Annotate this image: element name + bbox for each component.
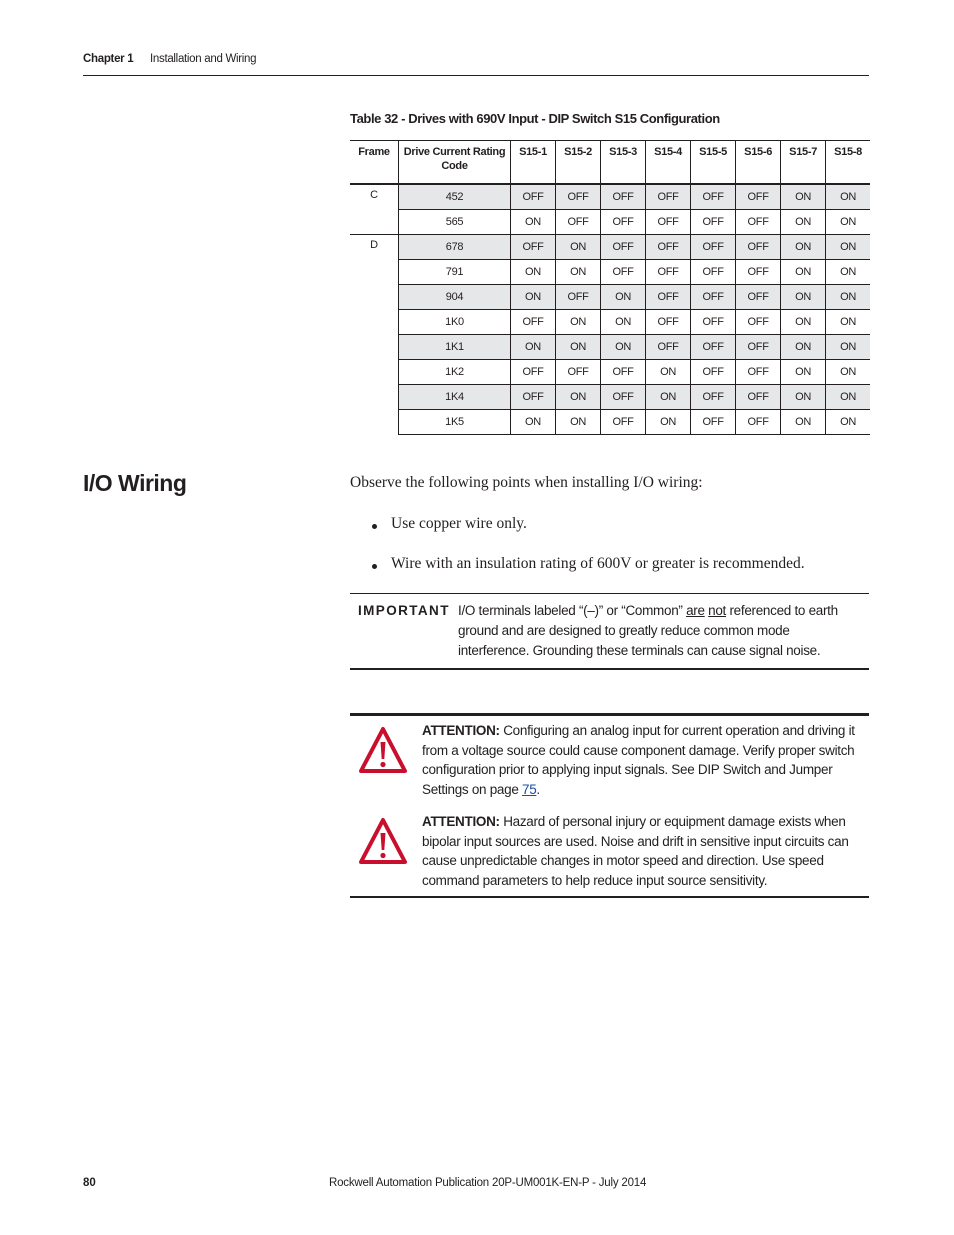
rating-code-cell: 1K2: [399, 360, 511, 385]
switch-cell: OFF: [736, 410, 781, 435]
switch-cell: ON: [556, 260, 601, 285]
switch-cell: ON: [556, 310, 601, 335]
switch-cell: ON: [781, 410, 826, 435]
switch-cell: OFF: [646, 310, 691, 335]
attention-bottom-rule: [350, 896, 869, 898]
switch-cell: ON: [646, 360, 691, 385]
switch-cell: ON: [646, 410, 691, 435]
switch-cell: ON: [601, 335, 646, 360]
switch-cell: ON: [826, 360, 870, 385]
section-title: I/O Wiring: [83, 470, 187, 496]
switch-cell: ON: [511, 285, 556, 310]
switch-cell: ON: [556, 335, 601, 360]
important-text-part: referenced to earth ground and are designed to greatly reduce common mode interference. Grounding these terminals can cause signal noise.: [458, 603, 838, 658]
header-chapter: Chapter 1: [83, 53, 134, 65]
page-link[interactable]: 75: [521, 781, 537, 797]
switch-cell: ON: [781, 335, 826, 360]
switch-cell: OFF: [511, 184, 556, 210]
table-row: [350, 235, 870, 260]
attention-text: [422, 721, 862, 799]
header-s15-5: S15-5: [691, 141, 736, 185]
table-row: [350, 285, 870, 310]
switch-cell: OFF: [736, 310, 781, 335]
switch-cell: OFF: [601, 410, 646, 435]
header-s15-3: S15-3: [601, 141, 646, 185]
switch-cell: OFF: [736, 385, 781, 410]
switch-cell: ON: [601, 310, 646, 335]
switch-cell: OFF: [511, 235, 556, 260]
switch-cell: OFF: [601, 210, 646, 235]
table-row: [350, 335, 870, 360]
rating-code-cell: 565: [399, 210, 511, 235]
switch-cell: OFF: [646, 184, 691, 210]
header-section: Installation and Wiring: [150, 53, 257, 65]
publication-info: Rockwell Automation Publication 20P-UM001K-EN-P - July 2014: [329, 1177, 647, 1189]
switch-cell: OFF: [691, 310, 736, 335]
table-row: [350, 260, 870, 285]
important-label: IMPORTANT: [358, 603, 450, 618]
rating-code-cell: 904: [399, 285, 511, 310]
bullet-icon: [372, 524, 377, 529]
switch-cell: OFF: [556, 210, 601, 235]
switch-cell: ON: [826, 260, 870, 285]
table-body: [350, 184, 870, 435]
warning-triangle-icon: [358, 726, 408, 774]
rating-code-cell: 1K1: [399, 335, 511, 360]
switch-cell: ON: [826, 410, 870, 435]
switch-cell: ON: [511, 335, 556, 360]
switch-cell: OFF: [691, 184, 736, 210]
warning-triangle-icon: [358, 817, 408, 865]
table-row: [350, 385, 870, 410]
attention-text: [422, 812, 862, 890]
attention-label: ATTENTION:: [422, 814, 500, 829]
switch-cell: ON: [781, 210, 826, 235]
switch-cell: ON: [826, 184, 870, 210]
header-s15-2: S15-2: [556, 141, 601, 185]
switch-cell: OFF: [736, 360, 781, 385]
switch-cell: OFF: [736, 260, 781, 285]
table-row: [350, 210, 870, 235]
page-number: 80: [83, 1177, 96, 1189]
switch-cell: ON: [826, 335, 870, 360]
table-row: [350, 310, 870, 335]
switch-cell: OFF: [601, 360, 646, 385]
switch-cell: ON: [826, 210, 870, 235]
switch-cell: OFF: [556, 285, 601, 310]
switch-cell: ON: [601, 285, 646, 310]
frame-cell: D: [350, 235, 399, 435]
header-s15-1: S15-1: [511, 141, 556, 185]
important-emphasis-not: not: [708, 603, 727, 618]
switch-cell: OFF: [691, 285, 736, 310]
switch-cell: OFF: [511, 360, 556, 385]
switch-cell: OFF: [691, 235, 736, 260]
switch-cell: OFF: [646, 235, 691, 260]
rating-code-cell: 678: [399, 235, 511, 260]
dip-switch-table: [350, 140, 870, 435]
switch-cell: OFF: [736, 210, 781, 235]
rating-code-cell: 1K0: [399, 310, 511, 335]
switch-cell: OFF: [601, 385, 646, 410]
switch-cell: OFF: [691, 210, 736, 235]
switch-cell: OFF: [556, 360, 601, 385]
switch-cell: OFF: [511, 310, 556, 335]
switch-cell: ON: [511, 210, 556, 235]
switch-cell: OFF: [736, 235, 781, 260]
header-rating-code: Drive Current Rating Code: [399, 141, 511, 185]
important-text: [458, 601, 863, 661]
attention-top-rule: [350, 713, 869, 716]
bullet-text: Wire with an insulation rating of 600V or greater is recommended.: [391, 555, 805, 572]
switch-cell: ON: [781, 360, 826, 385]
switch-cell: OFF: [601, 235, 646, 260]
header-s15-6: S15-6: [736, 141, 781, 185]
switch-cell: OFF: [646, 335, 691, 360]
header-s15-4: S15-4: [646, 141, 691, 185]
header-s15-7: S15-7: [781, 141, 826, 185]
frame-cell: C: [350, 184, 399, 235]
switch-cell: OFF: [736, 184, 781, 210]
attention-tail: .: [536, 781, 540, 797]
header-s15-8: S15-8: [826, 141, 870, 185]
header-frame: Frame: [350, 141, 399, 185]
switch-cell: ON: [826, 235, 870, 260]
switch-cell: OFF: [601, 260, 646, 285]
rating-code-cell: 452: [399, 184, 511, 210]
important-bottom-rule: [350, 668, 869, 670]
switch-cell: ON: [781, 235, 826, 260]
switch-cell: ON: [826, 310, 870, 335]
table-title: Table 32 - Drives with 690V Input - DIP Switch S15 Configuration: [350, 111, 720, 126]
switch-cell: ON: [511, 410, 556, 435]
important-text-part: I/O terminals labeled “(–)” or “Common”: [458, 603, 687, 618]
bullet-text: Use copper wire only.: [391, 515, 527, 532]
switch-cell: ON: [511, 260, 556, 285]
switch-cell: OFF: [646, 285, 691, 310]
switch-cell: ON: [781, 184, 826, 210]
attention-label: ATTENTION:: [422, 723, 500, 738]
switch-cell: OFF: [601, 184, 646, 210]
table-row: [350, 410, 870, 435]
switch-cell: ON: [781, 285, 826, 310]
switch-cell: OFF: [736, 285, 781, 310]
switch-cell: OFF: [691, 260, 736, 285]
important-emphasis-are: are: [686, 603, 705, 618]
intro-text: Observe the following points when installing I/O wiring:: [350, 474, 703, 491]
switch-cell: ON: [781, 260, 826, 285]
switch-cell: OFF: [511, 385, 556, 410]
switch-cell: ON: [556, 385, 601, 410]
switch-cell: OFF: [556, 184, 601, 210]
switch-cell: OFF: [691, 410, 736, 435]
switch-cell: ON: [646, 385, 691, 410]
rating-code-cell: 1K5: [399, 410, 511, 435]
switch-cell: OFF: [646, 260, 691, 285]
attention-body: Configuring an analog input for current operation and driving it from a voltage source could cause component damage. Verify proper switch configuration prior to applying input signals. See DIP Switch and Jumper Settings on page: [422, 723, 855, 797]
switch-cell: ON: [556, 410, 601, 435]
attention-body: Hazard of personal injury or equipment damage exists when bipolar input sources are used. Noise and drift in sensitive input circuits can cause unpredictable changes in motor speed and direction. Use speed command parameters to help reduce input source sensitivity.: [422, 814, 849, 888]
important-top-rule: [350, 593, 869, 594]
switch-cell: OFF: [691, 385, 736, 410]
table-row: [350, 184, 870, 210]
switch-cell: OFF: [691, 360, 736, 385]
rating-code-cell: 791: [399, 260, 511, 285]
switch-cell: ON: [556, 235, 601, 260]
switch-cell: ON: [826, 285, 870, 310]
rating-code-cell: 1K4: [399, 385, 511, 410]
switch-cell: OFF: [646, 210, 691, 235]
switch-cell: ON: [826, 385, 870, 410]
header-rule: [83, 75, 869, 76]
switch-cell: ON: [781, 385, 826, 410]
switch-cell: OFF: [736, 335, 781, 360]
switch-cell: OFF: [691, 335, 736, 360]
table-header-row: [350, 141, 870, 185]
bullet-icon: [372, 564, 377, 569]
table-row: [350, 360, 870, 385]
switch-cell: ON: [781, 310, 826, 335]
